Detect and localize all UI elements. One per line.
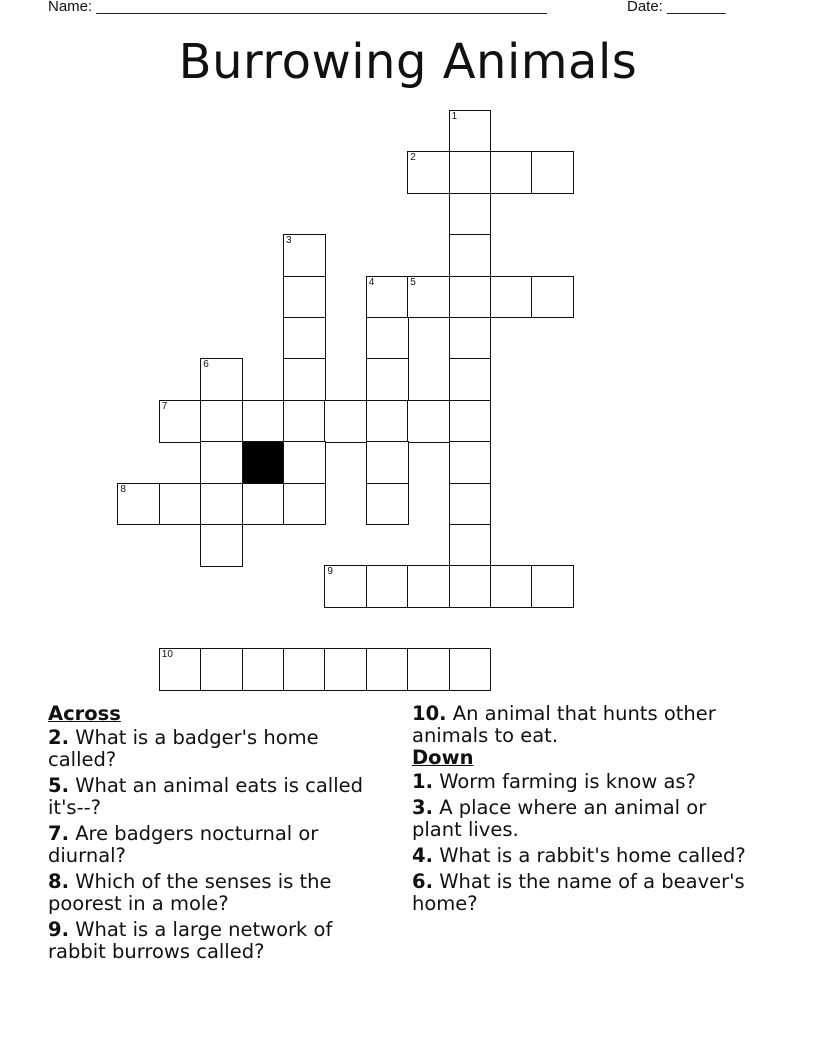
crossword-cell[interactable] — [200, 648, 243, 691]
crossword-cell[interactable] — [117, 483, 160, 526]
clue-text: What is a rabbit's home called? — [439, 844, 746, 867]
crossword-cell[interactable] — [449, 400, 492, 443]
clue-text: An animal that hunts other animals to eat. — [412, 702, 716, 747]
crossword-cell[interactable] — [407, 565, 450, 608]
clue-text: Which of the senses is the poorest in a mole? — [48, 870, 332, 915]
crossword-cell[interactable] — [449, 565, 492, 608]
name-field[interactable]: Name: ______________________________________________________ — [48, 0, 547, 15]
clue-across-2 — [48, 727, 393, 771]
crossword-cell[interactable] — [449, 234, 492, 277]
crossword-cell[interactable] — [366, 317, 409, 360]
down-heading: Down — [412, 746, 474, 769]
clue-down-3 — [412, 797, 757, 841]
crossword-cell[interactable] — [242, 400, 285, 443]
clue-down-4 — [412, 845, 757, 867]
crossword-cell[interactable] — [407, 648, 450, 691]
crossword-cell[interactable] — [324, 648, 367, 691]
clue-text: What is a badger's home called? — [48, 726, 319, 771]
crossword-cell[interactable] — [490, 276, 533, 319]
crossword-cell[interactable] — [531, 565, 574, 608]
crossword-cell[interactable] — [449, 110, 492, 153]
crossword-cell[interactable] — [242, 483, 285, 526]
crossword-cell[interactable] — [366, 648, 409, 691]
crossword-cell[interactable] — [407, 400, 450, 443]
crossword-cell[interactable] — [283, 276, 326, 319]
crossword-cell[interactable] — [283, 234, 326, 277]
clue-number-label: 9 — [327, 566, 333, 578]
crossword-cell[interactable] — [531, 151, 574, 194]
crossword-cell[interactable] — [159, 648, 202, 691]
clue-number-label: 5 — [410, 276, 416, 288]
clue-text: Worm farming is know as? — [439, 770, 696, 793]
clue-number: 1. — [412, 770, 433, 793]
crossword-cell[interactable] — [449, 276, 492, 319]
crossword-cell[interactable] — [200, 400, 243, 443]
crossword-cell[interactable] — [200, 524, 243, 567]
crossword-cell[interactable] — [449, 151, 492, 194]
crossword-cell[interactable] — [449, 358, 492, 401]
crossword-cell[interactable] — [283, 317, 326, 360]
clue-across-5 — [48, 775, 393, 819]
crossword-cell[interactable] — [283, 648, 326, 691]
clue-number-label: 7 — [161, 400, 168, 412]
crossword-cell[interactable] — [366, 400, 409, 443]
crossword-block — [242, 441, 285, 484]
crossword-cell[interactable] — [366, 441, 409, 484]
clue-text: What is a large network of rabbit burrows called? — [48, 918, 333, 963]
clue-number-label: 2 — [410, 152, 416, 164]
crossword-cell[interactable] — [200, 358, 243, 401]
across-heading: Across — [48, 702, 121, 725]
clues-right-column — [412, 703, 757, 919]
clues-left-column — [48, 703, 393, 967]
crossword-cell[interactable] — [283, 358, 326, 401]
crossword-cell[interactable] — [324, 400, 367, 443]
crossword-cell[interactable] — [366, 276, 409, 319]
crossword-cell[interactable] — [366, 483, 409, 526]
crossword-cell[interactable] — [366, 565, 409, 608]
clue-text: What an animal eats is called it's--? — [48, 774, 364, 819]
clue-number-label: 1 — [451, 111, 458, 122]
crossword-cell[interactable] — [449, 193, 492, 236]
crossword-cell[interactable] — [531, 276, 574, 319]
clue-number-label: 8 — [120, 483, 126, 495]
clue-down-1 — [412, 771, 757, 793]
crossword-cell[interactable] — [159, 400, 202, 443]
clue-number-label: 10 — [161, 649, 173, 661]
clue-number-label: 3 — [286, 235, 292, 247]
clue-number: 4. — [412, 844, 433, 867]
crossword-cell[interactable] — [490, 151, 533, 194]
clue-number: 8. — [48, 870, 69, 893]
clue-across-7 — [48, 823, 393, 867]
clue-number: 10. — [412, 702, 447, 725]
clue-down-6 — [412, 871, 757, 915]
clue-across-8 — [48, 871, 393, 915]
clue-across-9 — [48, 919, 393, 963]
clue-text: Are badgers nocturnal or diurnal? — [48, 822, 319, 867]
crossword-cell[interactable] — [407, 276, 450, 319]
crossword-cell[interactable] — [490, 565, 533, 608]
clue-number: 6. — [412, 870, 433, 893]
crossword-cell[interactable] — [283, 441, 326, 484]
crossword-cell[interactable] — [449, 483, 492, 526]
crossword-cell[interactable] — [449, 524, 492, 567]
crossword-cell[interactable] — [366, 358, 409, 401]
clue-number: 9. — [48, 918, 69, 941]
crossword-cell[interactable] — [449, 648, 492, 691]
clue-number: 5. — [48, 774, 69, 797]
crossword-cell[interactable] — [283, 483, 326, 526]
date-field[interactable]: Date: _______ — [627, 0, 726, 15]
clue-text: A place where an animal or plant lives. — [412, 796, 707, 841]
crossword-cell[interactable] — [159, 483, 202, 526]
clue-across-10 — [412, 703, 757, 747]
crossword-cell[interactable] — [242, 648, 285, 691]
crossword-cell[interactable] — [407, 151, 450, 194]
crossword-cell[interactable] — [283, 400, 326, 443]
page-title: Burrowing Animals — [178, 34, 638, 90]
crossword-cell[interactable] — [200, 441, 243, 484]
clue-text: What is the name of a beaver's home? — [412, 870, 745, 915]
clue-number-label: 6 — [203, 359, 209, 371]
clue-number-label: 4 — [368, 276, 375, 288]
crossword-cell[interactable] — [449, 441, 492, 484]
clue-number: 3. — [412, 796, 433, 819]
clue-number: 2. — [48, 726, 69, 749]
crossword-cell[interactable] — [200, 483, 243, 526]
clue-number: 7. — [48, 822, 69, 845]
crossword-cell[interactable] — [449, 317, 492, 360]
crossword-cell[interactable] — [324, 565, 367, 608]
